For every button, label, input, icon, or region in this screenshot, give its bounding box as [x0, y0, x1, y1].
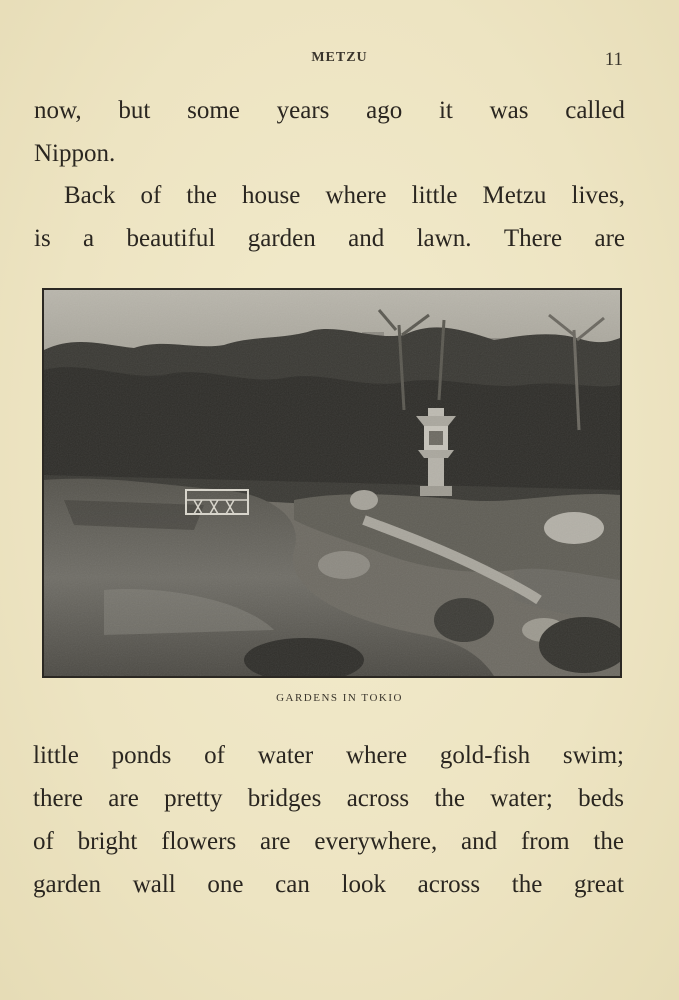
- word: the: [593, 828, 624, 855]
- word: some: [187, 97, 240, 124]
- word: ponds: [111, 742, 172, 769]
- word: across: [346, 785, 410, 812]
- text-line: [33, 734, 624, 777]
- word: look: [341, 871, 386, 898]
- word: of: [33, 828, 54, 855]
- running-title: METZU: [311, 50, 368, 65]
- word: can: [275, 871, 310, 898]
- text-line: [34, 217, 625, 260]
- word: but: [118, 97, 151, 124]
- word: water;: [490, 785, 553, 812]
- word: called: [565, 97, 625, 124]
- word: years: [276, 97, 330, 124]
- word: where: [325, 182, 387, 209]
- word: There: [503, 225, 563, 252]
- word: one: [207, 871, 244, 898]
- word: are: [108, 785, 139, 812]
- garden-photo-illustration: [44, 290, 620, 676]
- word: the: [511, 871, 543, 898]
- word: wall: [132, 871, 176, 898]
- text-line: [34, 174, 625, 217]
- page-number: 11: [604, 49, 623, 70]
- word: lives,: [571, 182, 625, 209]
- word: Metzu: [482, 182, 547, 209]
- figure-caption: GARDENS IN TOKIO: [276, 692, 403, 704]
- word: flowers: [161, 828, 237, 855]
- word: of: [140, 182, 162, 209]
- word: a: [83, 225, 95, 252]
- word: ago: [366, 97, 403, 124]
- text-line: [33, 863, 624, 906]
- word: the: [434, 785, 466, 812]
- word: are: [594, 225, 625, 252]
- word: garden: [33, 871, 102, 898]
- word: of: [204, 742, 225, 769]
- word: little: [33, 742, 79, 769]
- word: the: [186, 182, 217, 209]
- word: pretty: [164, 785, 223, 812]
- paragraph-2: [34, 174, 625, 260]
- word: bridges: [247, 785, 322, 812]
- text-line: [33, 820, 624, 863]
- text-line: Nippon.: [34, 140, 116, 167]
- word: and: [461, 828, 498, 855]
- word: house: [242, 182, 301, 209]
- word: across: [417, 871, 481, 898]
- paragraph-1: [34, 89, 625, 175]
- word: where: [345, 742, 408, 769]
- word: from: [520, 828, 570, 855]
- word: water: [257, 742, 314, 769]
- photo-grain: [44, 290, 620, 676]
- word: great: [573, 871, 624, 898]
- word: beautiful: [126, 225, 216, 252]
- word: garden: [247, 225, 316, 252]
- word: lawn.: [416, 225, 472, 252]
- word: there: [33, 785, 83, 812]
- word: little: [411, 182, 458, 209]
- word: bright: [77, 828, 138, 855]
- word: was: [489, 97, 529, 124]
- word: are: [260, 828, 291, 855]
- word: everywhere,: [314, 828, 438, 855]
- word: now,: [34, 97, 82, 124]
- paragraph-3: [33, 734, 624, 906]
- text-line: [33, 777, 624, 820]
- text-line: [34, 89, 625, 132]
- word: Back: [64, 182, 116, 209]
- word: swim;: [562, 742, 624, 769]
- word: beds: [578, 785, 624, 812]
- garden-photograph: [42, 288, 622, 678]
- word: and: [348, 225, 385, 252]
- word: it: [438, 97, 453, 124]
- word: is: [34, 225, 51, 252]
- word: gold-fish: [439, 742, 531, 769]
